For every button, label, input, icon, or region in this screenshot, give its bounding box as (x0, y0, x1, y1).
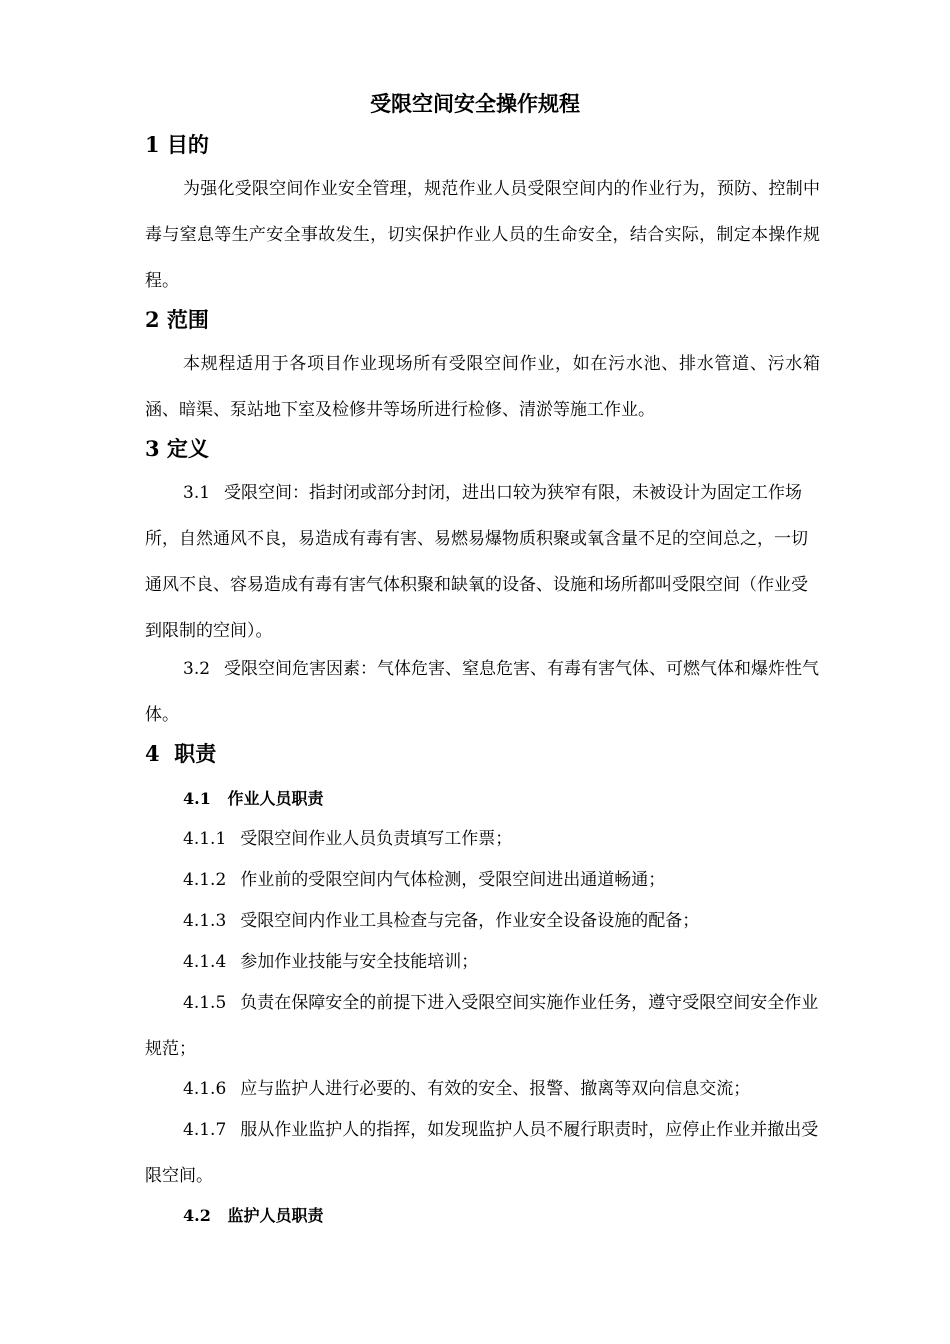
item-text: 受限空间危害因素：气体危害、窒息危害、有毒有害气体、可燃气体和爆炸性气体。 (145, 659, 820, 725)
item-text: 受限空间内作业工具检查与完备，作业安全设备设施的配备； (240, 911, 700, 931)
subsection-heading-supervisor-duties: 4.2 监护人员职责 (183, 1206, 324, 1225)
item-text: 作业前的受限空间内气体检测，受限空间进出通道畅通； (240, 870, 666, 890)
scope-paragraph: 本规程适用于各项目作业现场所有受限空间作业，如在污水池、排水管道、污水箱涵、暗渠、泵站地下室及检修井等场所进行检修、清淤等施工作业。 (145, 354, 820, 420)
section-heading-purpose: 1 目的 (145, 132, 209, 157)
purpose-paragraph: 为强化受限空间作业安全管理，规范作业人员受限空间内的作业行为，预防、控制中毒与窒息等生产安全事故发生，切实保护作业人员的生命安全，结合实际，制定本操作规程。 (145, 179, 820, 291)
document-title: 受限空间安全操作规程 (370, 91, 580, 116)
item-number: 4.1.1 (183, 829, 227, 849)
item-number: 3.2 (183, 659, 211, 679)
item-text: 负责在保障安全的前提下进入受限空间实施作业任务，遵守受限空间安全作业规范； (145, 993, 819, 1059)
duty-item (145, 857, 820, 903)
definition-item (145, 470, 820, 654)
item-text: 服从作业监护人的指挥，如发现监护人员不履行职责时，应停止作业并撤出受限空间。 (145, 1120, 819, 1186)
duty-item (145, 816, 820, 862)
duty-item (145, 1066, 820, 1112)
duty-item (145, 980, 820, 1072)
duty-item (145, 898, 820, 944)
section-heading-duties: 4 职责 (145, 741, 217, 766)
section-heading-scope: 2 范围 (145, 307, 209, 332)
definition-item (145, 646, 820, 738)
item-number: 4.1.4 (183, 952, 227, 972)
item-number: 4.1.5 (183, 993, 227, 1013)
item-number: 4.1.3 (183, 911, 227, 931)
section-heading-definition: 3 定义 (145, 436, 209, 461)
item-number: 4.1.6 (183, 1079, 227, 1099)
duty-item (145, 939, 820, 985)
item-number: 4.1.7 (183, 1120, 227, 1140)
item-text: 参加作业技能与安全技能培训； (240, 952, 479, 972)
duty-item (145, 1107, 820, 1199)
item-text: 受限空间作业人员负责填写工作票； (240, 829, 513, 849)
item-text: 受限空间：指封闭或部分封闭，进出口较为狭窄有限，未被设计为固定工作场所，自然通风不良，易造成有毒有害、易燃易爆物质积聚或氧含量不足的空间总之，一切通风不良、容易造成有毒有害气体积聚和缺氧的设备、设施和场所都叫受限空间（作业受到限制的空间）。 (145, 483, 808, 641)
item-number: 3.1 (183, 483, 211, 503)
subsection-heading-worker-duties: 4.1 作业人员职责 (183, 789, 324, 808)
item-number: 4.1.2 (183, 870, 227, 890)
item-text: 应与监护人进行必要的、有效的安全、报警、撤离等双向信息交流； (240, 1079, 751, 1099)
